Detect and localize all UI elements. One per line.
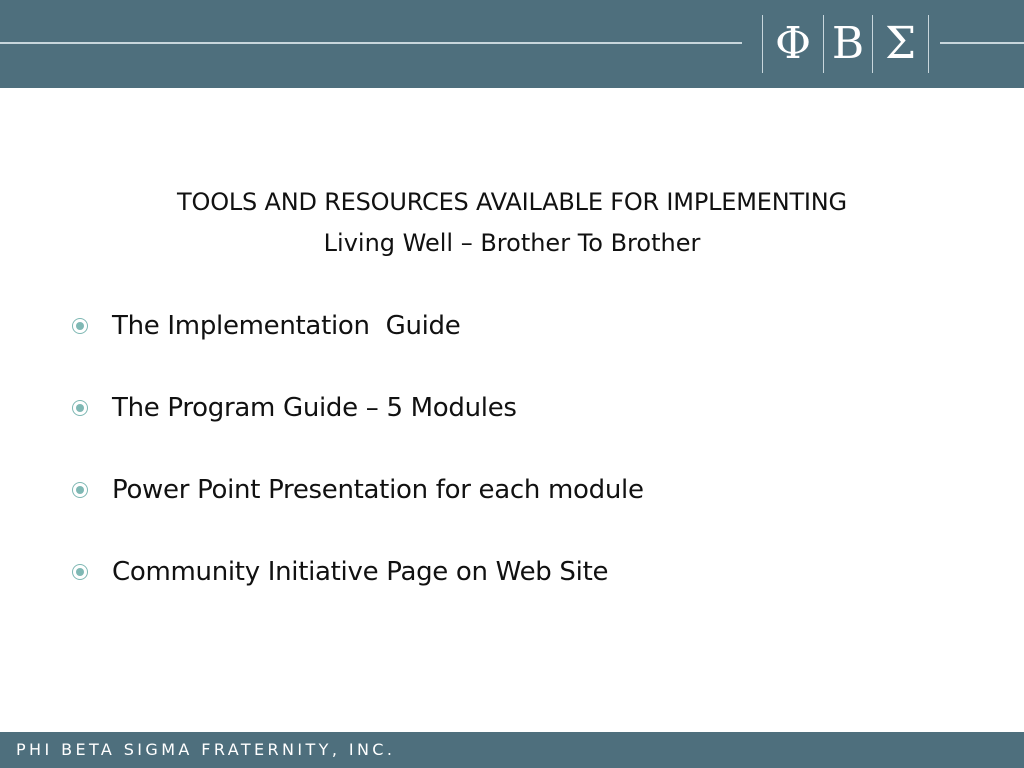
logo-letter-phi: Φ — [774, 18, 812, 69]
logo-letter-beta: Β — [831, 18, 865, 69]
footer-band — [0, 732, 1024, 768]
bullet-item — [70, 468, 970, 512]
logo-divider — [928, 15, 929, 73]
bullet-list — [70, 304, 970, 632]
bullet-text: Power Point Presentation for each module — [112, 475, 644, 505]
slide-title — [0, 184, 1024, 261]
footer-organization-name: PHI BETA SIGMA FRATERNITY, INC. — [16, 740, 396, 759]
circled-dot-icon — [72, 564, 88, 580]
circled-dot-icon — [72, 400, 88, 416]
circled-dot-icon — [72, 318, 88, 334]
greek-letters-logo — [762, 15, 929, 73]
header-rule-right — [940, 42, 1024, 44]
header-rule-left — [0, 42, 742, 44]
slide-title-line-2: Living Well – Brother To Brother — [323, 229, 701, 257]
circled-dot-icon — [72, 482, 88, 498]
logo-letter-sigma: Σ — [884, 18, 917, 69]
bullet-text: The Implementation Guide — [112, 311, 461, 341]
bullet-text: Community Initiative Page on Web Site — [112, 557, 609, 587]
bullet-item — [70, 304, 970, 348]
slide-title-line-1: TOOLS AND RESOURCES AVAILABLE FOR IMPLEMENTING — [177, 188, 847, 216]
bullet-text: The Program Guide – 5 Modules — [112, 393, 517, 423]
bullet-item — [70, 550, 970, 594]
header-band — [0, 0, 1024, 88]
bullet-item — [70, 386, 970, 430]
